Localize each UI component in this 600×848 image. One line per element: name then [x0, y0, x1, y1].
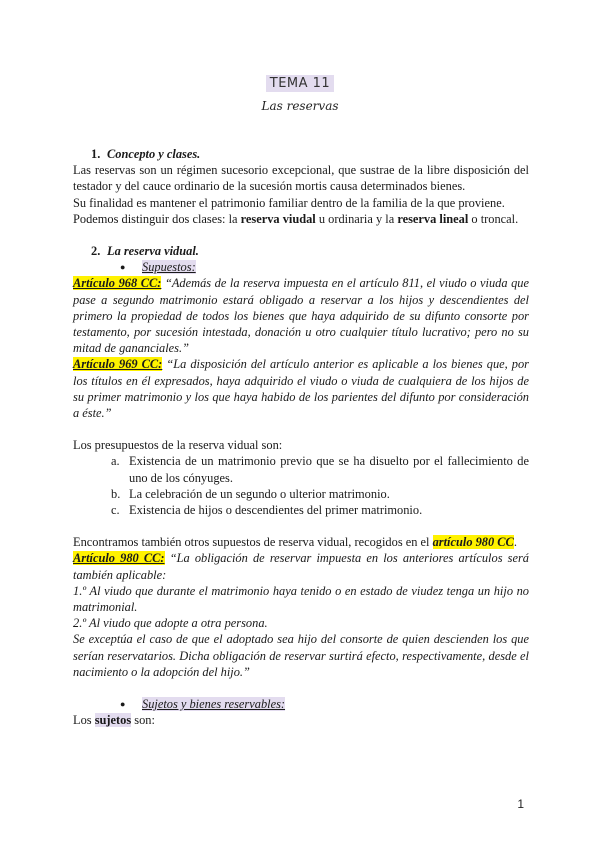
- quote-art-969: Artículo 969 CC: “La disposición del artículo anterior es aplicable a los bienes que, por los títulos en él expresados, haya adquirido el viudo o viuda de cualquiera de los hijos de su primer matrimonio y los que haya habido de los parientes del difunto por consideración a éste.”: [73, 357, 530, 421]
- bullet-icon: ●: [120, 699, 126, 710]
- quote-art-980: Artículo 980 CC: “La obligación de reservar impuesta en los anteriores artículos será también aplicable: 1.º Al viudo que durante el matrimonio haya tenido o en estado de viudez tenga un hijo no matrimonial. 2.º Al viudo que adopte a otra persona. Se exceptúa el caso de que el adoptado sea hijo del consorte de quien descienden los que serían reservatarios. Dicha obligación de reservar surtirá efecto, respectivamente, desde el nacimiento o la adopción del hijo.”: [73, 551, 530, 679]
- article-label-969: Artículo 969 CC:: [73, 357, 163, 372]
- paragraph-finalidad: Su finalidad es mantener el patrimonio familiar dentro de la familia de la que proviene.: [73, 195, 505, 210]
- term-reserva-lineal: reserva lineal: [397, 211, 469, 226]
- document-body: [73, 146, 529, 729]
- bullet-supuestos: ● Supuestos:: [120, 260, 196, 275]
- bullet-icon: ●: [120, 262, 126, 273]
- page-number: 1: [517, 797, 524, 811]
- term-sujetos: sujetos: [94, 713, 132, 728]
- article-ref-980: artículo 980 CC: [432, 535, 514, 550]
- presupuestos-intro: Los presupuestos de la reserva vidual son:: [73, 438, 283, 453]
- bullet-sujetos-bienes: ● Sujetos y bienes reservables:: [120, 697, 286, 712]
- term-reserva-viudal: reserva viudal: [240, 211, 316, 226]
- list-item: b. La celebración de un segundo o ulterior matrimonio.: [111, 486, 390, 501]
- section-heading-2: 2. La reserva vidual.: [91, 244, 199, 259]
- paragraph-otros-supuestos: Encontramos también otros supuestos de reserva vidual, recogidos en el artículo 980 CC.: [73, 535, 517, 550]
- paragraph-clases: Podemos distinguir dos clases: la reserva viudal u ordinaria y la reserva lineal o troncal.: [73, 211, 519, 226]
- article-label-968: Artículo 968 CC:: [73, 276, 162, 291]
- presupuestos-list: [73, 453, 529, 518]
- document-subtitle: Las reservas: [261, 99, 339, 113]
- quote-art-968: Artículo 968 CC: “Además de la reserva impuesta en el artículo 811, el viudo o viuda que pase a segundo matrimonio estará obligado a reservar a los hijos y descendientes del primero la propiedad de todos los bienes que haya adquirido de su difunto consorte por testamento, por sucesión intestada, donación u otro cualquier título lucrativo; pero no su mitad de gananciales.”: [73, 276, 530, 356]
- paragraph-concepto: Las reservas son un régimen sucesorio excepcional, que sustrae de la libre disposición del testador y del cauce ordinario de la sucesión mortis causa determinados bienes.: [73, 163, 529, 194]
- paragraph-sujetos: Los sujetos son:: [73, 713, 155, 728]
- section-heading-1: 1. Concepto y clases.: [91, 147, 201, 161]
- article-label-980: Artículo 980 CC:: [73, 551, 165, 566]
- tema-label: TEMA 11: [266, 75, 334, 92]
- list-item: c. Existencia de hijos o descendientes del primer matrimonio.: [111, 503, 423, 518]
- list-item: a. Existencia de un matrimonio previo que se ha disuelto por el fallecimiento de uno de los cónyuges.: [111, 454, 529, 485]
- document-title: [0, 74, 600, 92]
